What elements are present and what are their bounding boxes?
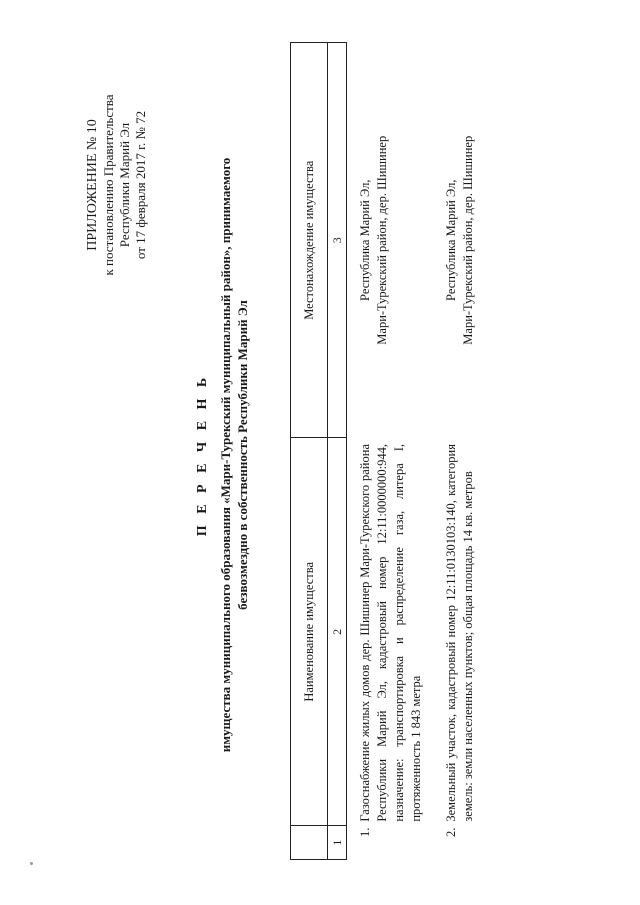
row-number: 1. <box>358 827 372 838</box>
table-column-numbers-row <box>328 43 347 860</box>
table-row <box>347 43 434 860</box>
appendix-line-1: к постановлению Правительства <box>101 94 116 276</box>
property-name: Земельный участок, кадастровый номер 12:11:0130103:140, категория земель: земли населенных пунктов; общая площадь 14 кв. метров <box>444 444 475 822</box>
appendix-line-2: Республики Марий Эл <box>117 122 132 248</box>
title-line-2: безвозмездно в собственность Республики Марий Эл <box>235 300 250 610</box>
title-heading: П Е Р Е Ч Е Н Ь <box>195 373 210 537</box>
document-title <box>195 45 251 865</box>
location-line-1: Республика Марий Эл, <box>358 179 372 301</box>
location-line-2: Мари-Турекский район, дер. Шишинер <box>461 135 475 345</box>
header-cell-name: Наименование имущества <box>291 438 328 826</box>
location-line-1: Республика Марий Эл, <box>444 179 458 301</box>
appendix-line-3: от 17 февраля 2017 г. № 72 <box>133 110 148 260</box>
row-number: 2. <box>444 827 458 838</box>
header-cell-location: Местонахождение имущества <box>291 43 328 439</box>
table-row <box>433 43 485 860</box>
appendix-block <box>85 65 149 305</box>
appendix-number: ПРИЛОЖЕНИЕ № 10 <box>85 119 100 251</box>
property-name: Газоснабжение жилых домов дер. Шишинер Мари-Турекского района Республики Марий Эл, кадастровый номер 12:11:0000000:944, назначение: транспортировка и распределение газа, литера I, протяженность 1 843 метра <box>358 444 423 822</box>
header-cell-number <box>291 826 328 860</box>
table-header-row <box>291 43 328 860</box>
title-line-1: имущества муниципального образования «Мари-Турекский муниципальный район», принимаемого <box>218 157 233 753</box>
location-line-2: Мари-Турекский район, дер. Шишинер <box>375 135 389 345</box>
property-location <box>347 43 434 439</box>
column-number-1: 1 <box>328 826 347 860</box>
property-table <box>290 42 485 860</box>
property-location <box>433 43 485 439</box>
column-number-3: 3 <box>328 43 347 439</box>
column-number-2: 2 <box>328 438 347 826</box>
scan-speck <box>30 862 33 865</box>
